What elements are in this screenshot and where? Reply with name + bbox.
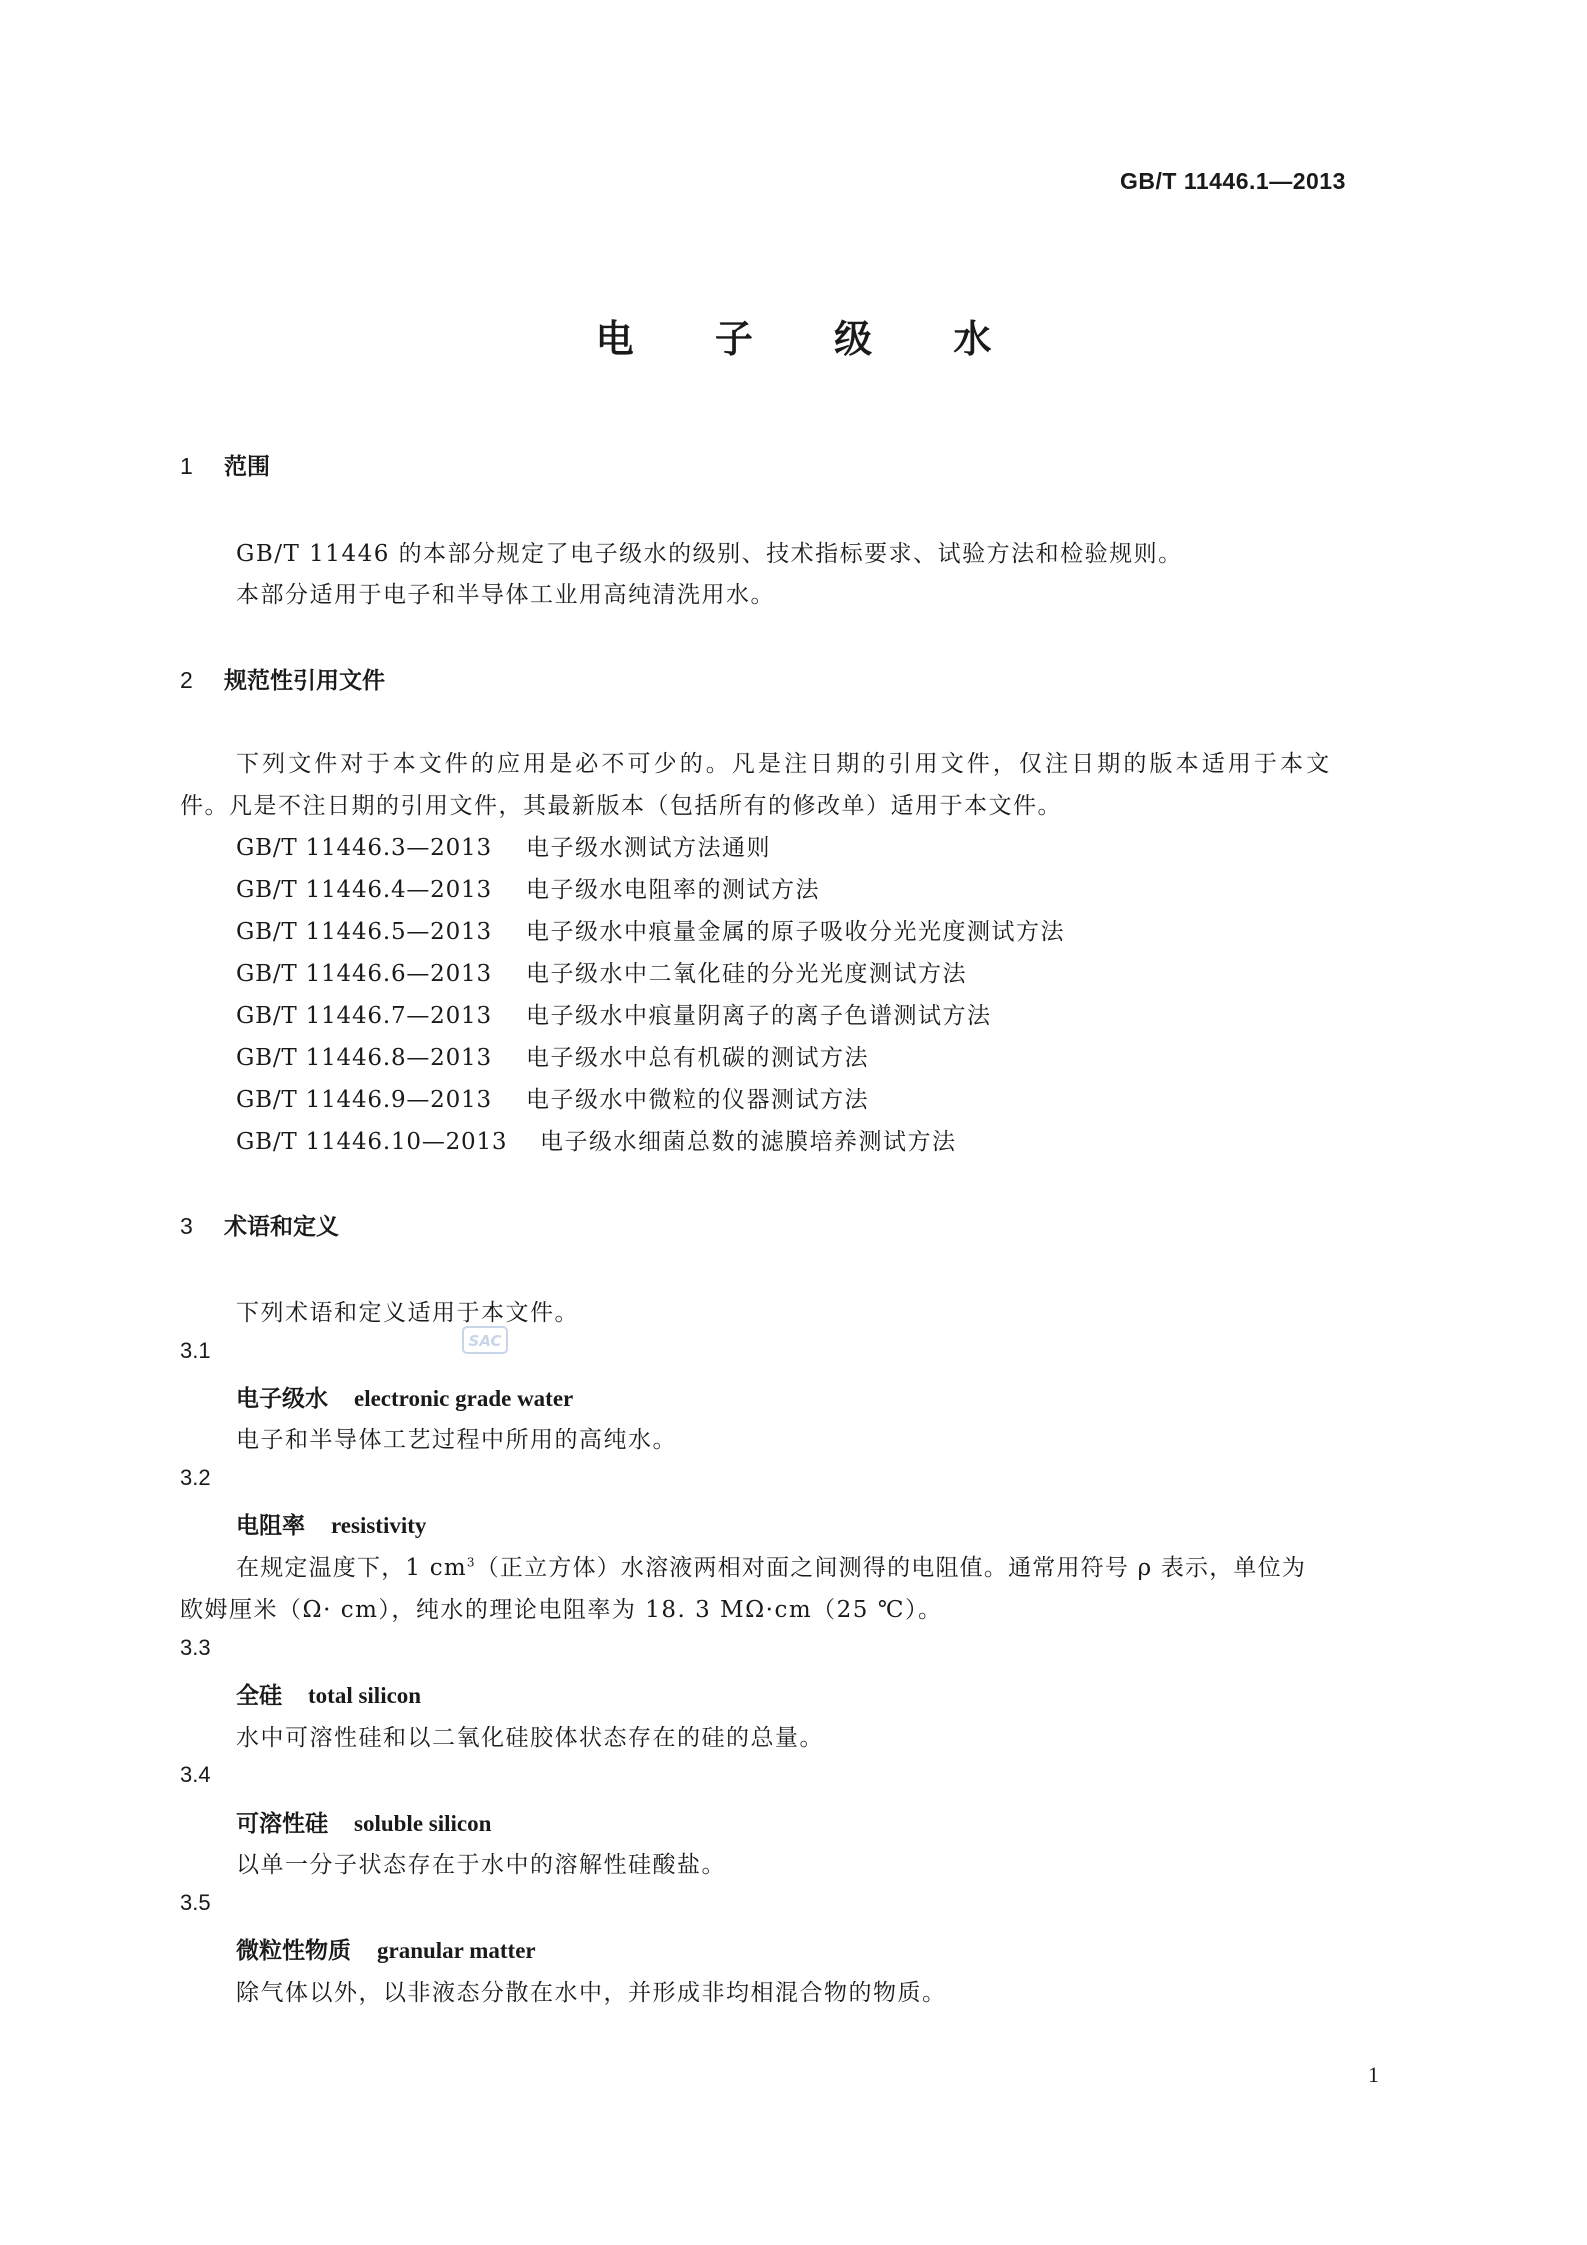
svg-text:SAC: SAC — [468, 1332, 502, 1350]
reference-title: 电子级水中微粒的仪器测试方法 — [526, 1087, 869, 1113]
paragraph: 件。凡是不注日期的引用文件，其最新版本（包括所有的修改单）适用于本文件。 — [180, 793, 1062, 819]
watermark-logo-icon — [462, 1326, 508, 1354]
paragraph: GB/T 11446 的本部分规定了电子级水的级别、技术指标要求、试验方法和检验规则。 — [236, 541, 1183, 567]
reference-code: GB/T 11446.10—2013 — [236, 1129, 508, 1155]
section-number: 3 — [180, 1213, 193, 1239]
reference-item — [236, 997, 992, 1030]
reference-code: GB/T 11446.4—2013 — [236, 877, 492, 903]
term-en: electronic grade water — [354, 1386, 574, 1411]
reference-title: 电子级水中痕量金属的原子吸收分光光度测试方法 — [526, 919, 1065, 945]
page-number: 1 — [1368, 2062, 1379, 2087]
term-definition — [236, 1549, 1306, 1582]
term-number: 3.3 — [180, 1635, 211, 1660]
term-zh: 电子级水 — [236, 1386, 328, 1412]
reference-item — [236, 1081, 869, 1114]
term-definition: 欧姆厘米（Ω· cm），纯水的理论电阻率为 18. 3 MΩ·cm（25 ℃）。 — [180, 1597, 943, 1623]
reference-title: 电子级水细菌总数的滤膜培养测试方法 — [540, 1129, 957, 1155]
definition-text: （正立方体）水溶液两相对面之间测得的电阻值。通常用符号 ρ 表示，单位为 — [475, 1555, 1307, 1581]
term-zh: 可溶性硅 — [236, 1811, 328, 1837]
reference-code: GB/T 11446.9—2013 — [236, 1087, 492, 1113]
term-number: 3.1 — [180, 1338, 211, 1363]
definition-text: 在规定温度下，1 cm — [236, 1555, 467, 1581]
section-3-heading — [180, 1208, 339, 1241]
reference-item — [236, 829, 771, 862]
reference-item — [236, 871, 820, 904]
section-2-heading — [180, 662, 385, 695]
section-number: 2 — [180, 667, 193, 693]
term-heading — [236, 1932, 536, 1965]
standard-code: GB/T 11446.1—2013 — [1120, 168, 1346, 194]
paragraph: 下列文件对于本文件的应用是必不可少的。凡是注日期的引用文件，仅注日期的版本适用于本文 — [236, 751, 1333, 777]
section-title: 范围 — [224, 454, 270, 480]
reference-item — [236, 1123, 957, 1156]
term-definition: 以单一分子状态存在于水中的溶解性硅酸盐。 — [236, 1852, 726, 1878]
term-definition: 水中可溶性硅和以二氧化硅胶体状态存在的硅的总量。 — [236, 1725, 824, 1751]
reference-item — [236, 1039, 869, 1072]
term-zh: 微粒性物质 — [236, 1938, 351, 1964]
paragraph: 下列术语和定义适用于本文件。 — [236, 1300, 579, 1326]
reference-code: GB/T 11446.7—2013 — [236, 1003, 492, 1029]
term-definition: 电子和半导体工艺过程中所用的高纯水。 — [236, 1427, 677, 1453]
term-zh: 电阻率 — [236, 1513, 305, 1539]
document-title: 电 子 级 水 — [595, 317, 1026, 361]
term-heading — [236, 1677, 421, 1710]
reference-code: GB/T 11446.3—2013 — [236, 835, 492, 861]
reference-title: 电子级水测试方法通则 — [526, 835, 771, 861]
reference-code: GB/T 11446.5—2013 — [236, 919, 492, 945]
reference-title: 电子级水电阻率的测试方法 — [526, 877, 820, 903]
term-heading — [236, 1507, 426, 1540]
term-heading — [236, 1805, 491, 1838]
term-number: 3.5 — [180, 1890, 211, 1915]
term-number: 3.4 — [180, 1762, 211, 1787]
section-title: 规范性引用文件 — [224, 668, 385, 694]
reference-title: 电子级水中总有机碳的测试方法 — [526, 1045, 869, 1071]
section-number: 1 — [180, 453, 193, 479]
term-heading — [236, 1380, 573, 1413]
reference-title: 电子级水中痕量阴离子的离子色谱测试方法 — [526, 1003, 992, 1029]
section-title: 术语和定义 — [224, 1214, 339, 1240]
term-en: resistivity — [331, 1513, 427, 1538]
term-definition: 除气体以外，以非液态分散在水中，并形成非均相混合物的物质。 — [236, 1980, 947, 2006]
term-number: 3.2 — [180, 1465, 211, 1490]
reference-code: GB/T 11446.8—2013 — [236, 1045, 492, 1071]
paragraph: 本部分适用于电子和半导体工业用高纯清洗用水。 — [236, 582, 775, 608]
reference-item — [236, 913, 1065, 946]
reference-code: GB/T 11446.6—2013 — [236, 961, 492, 987]
section-1-heading — [180, 448, 270, 481]
reference-item — [236, 955, 967, 988]
term-en: granular matter — [377, 1938, 536, 1963]
reference-title: 电子级水中二氧化硅的分光光度测试方法 — [526, 961, 967, 987]
superscript: 3 — [466, 1555, 476, 1570]
term-en: total silicon — [308, 1683, 422, 1708]
term-zh: 全硅 — [236, 1683, 282, 1709]
term-en: soluble silicon — [354, 1811, 492, 1836]
